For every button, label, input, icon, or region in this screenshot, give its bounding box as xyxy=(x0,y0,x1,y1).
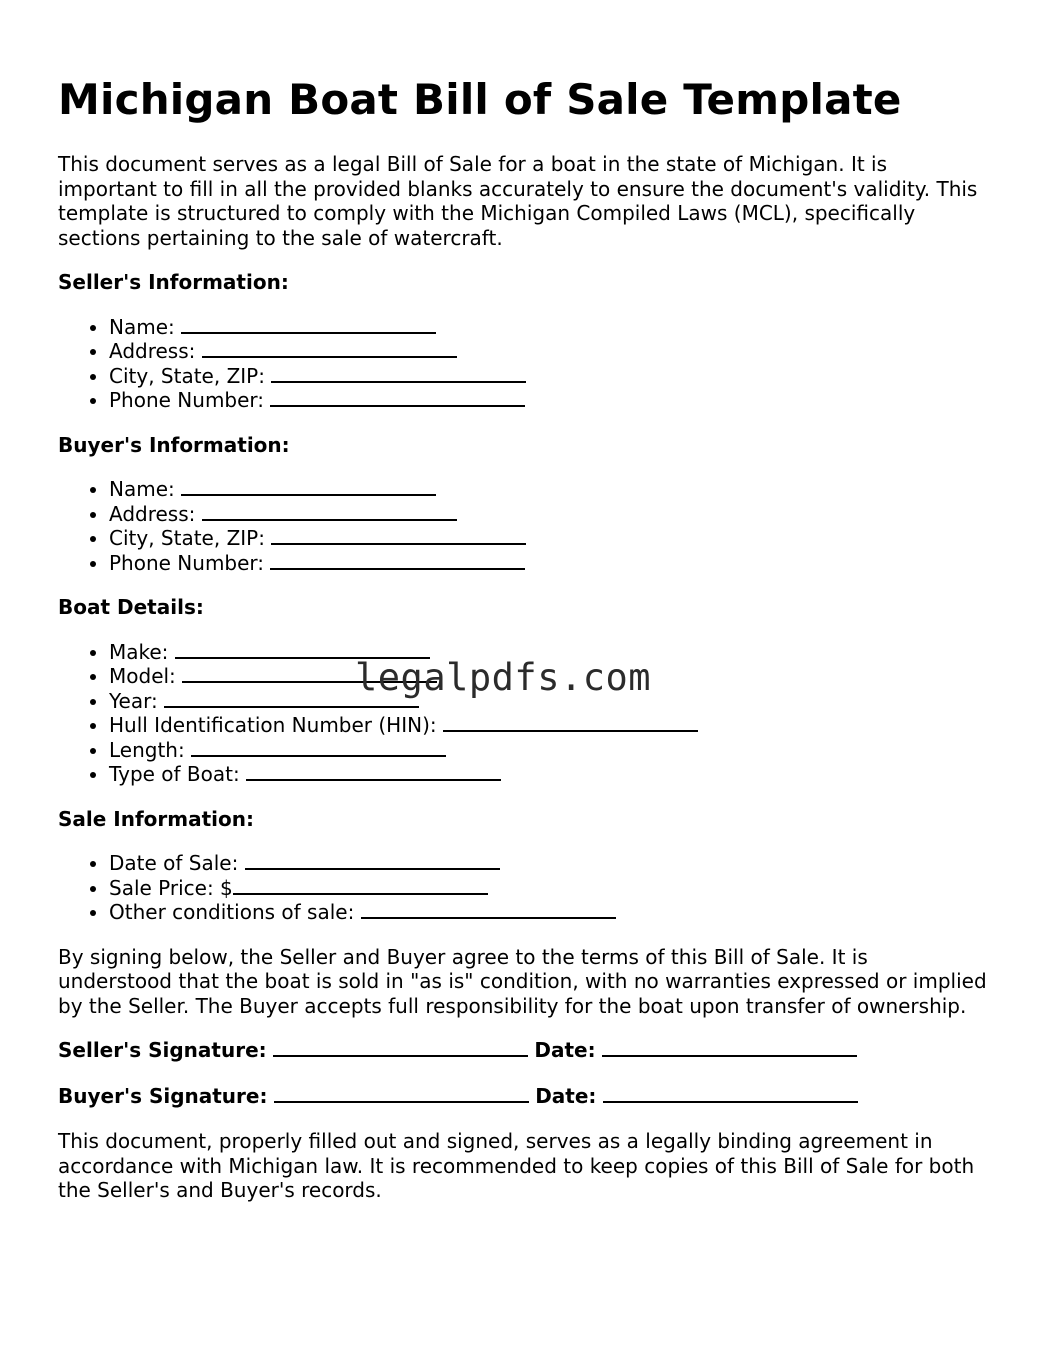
list-item xyxy=(109,876,988,901)
closing-paragraph: This document, properly filled out and signed, serves as a legally binding agreement in accordance with Michigan law. It is recommended to keep copies of this Bill of Sale for both the Seller's and Buyer's records. xyxy=(58,1129,975,1202)
seller-signature-blank[interactable] xyxy=(273,1039,528,1057)
sale-fields xyxy=(58,851,988,925)
seller-heading: Seller's Information: xyxy=(58,270,289,294)
sale-date-blank[interactable] xyxy=(245,852,500,870)
sale-heading: Sale Information: xyxy=(58,806,254,831)
list-item xyxy=(109,502,988,527)
boat-length-label: Length: xyxy=(109,737,185,762)
document-page xyxy=(58,72,988,1223)
list-item xyxy=(109,526,988,551)
buyer-signature-line xyxy=(58,1084,988,1109)
sale-price-label: Sale Price: $ xyxy=(109,875,233,900)
list-item xyxy=(109,851,988,876)
seller-signature-label: Seller's Signature: xyxy=(58,1038,267,1062)
buyer-signature-label: Buyer's Signature: xyxy=(58,1083,268,1108)
buyer-heading: Buyer's Information: xyxy=(58,432,290,457)
watermark-text: legalpdfs.com xyxy=(355,656,652,699)
list-item xyxy=(109,477,988,502)
seller-name-label: Name: xyxy=(109,314,175,339)
boat-model-label: Model: xyxy=(109,664,176,688)
sale-date-label: Date of Sale: xyxy=(109,851,239,875)
intro-paragraph: This document serves as a legal Bill of Sale for a boat in the state of Michigan. It is important to fill in all the provided blanks accurately to ensure the document's validity. This template is structured to comply with the Michigan Compiled Laws (MCL), specifically sections pertaining to the sale of watercraft. xyxy=(58,152,978,250)
boat-hin-blank[interactable] xyxy=(443,714,698,732)
boat-hin-label: Hull Identification Number (HIN): xyxy=(109,713,437,737)
buyer-address-label: Address: xyxy=(109,501,196,526)
list-item xyxy=(109,339,988,364)
boat-type-blank[interactable] xyxy=(246,763,501,781)
agreement-paragraph: By signing below, the Seller and Buyer agree to the terms of this Bill of Sale. It is understood that the boat is sold in "as is" condition, with no warranties expressed or implied by the Seller. The Buyer accepts full responsibility for the boat upon transfer of ownership. xyxy=(58,944,987,1018)
seller-name-blank[interactable] xyxy=(181,316,436,334)
boat-length-blank[interactable] xyxy=(191,739,446,757)
list-item xyxy=(109,664,988,689)
buyer-name-blank[interactable] xyxy=(181,478,436,496)
list-item xyxy=(109,388,988,413)
list-item xyxy=(109,551,988,576)
buyer-signature-blank[interactable] xyxy=(274,1085,529,1103)
buyer-phone-blank[interactable] xyxy=(270,552,525,570)
list-item xyxy=(109,689,988,714)
list-item xyxy=(109,900,988,925)
sale-conditions-label: Other conditions of sale: xyxy=(109,900,355,924)
buyer-date-label: Date: xyxy=(535,1083,597,1108)
seller-address-label: Address: xyxy=(109,339,196,363)
seller-address-blank[interactable] xyxy=(202,340,457,358)
seller-date-label: Date: xyxy=(534,1038,596,1062)
list-item xyxy=(109,738,988,763)
buyer-date-blank[interactable] xyxy=(603,1085,858,1103)
document-title: Michigan Boat Bill of Sale Template xyxy=(58,75,902,124)
boat-year-blank[interactable] xyxy=(164,690,419,708)
sale-price-blank[interactable] xyxy=(233,877,488,895)
seller-signature-line xyxy=(58,1038,988,1063)
boat-make-blank[interactable] xyxy=(175,641,430,659)
boat-heading: Boat Details: xyxy=(58,595,204,619)
buyer-address-blank[interactable] xyxy=(202,503,457,521)
buyer-name-label: Name: xyxy=(109,477,175,501)
list-item xyxy=(109,762,988,787)
boat-make-label: Make: xyxy=(109,639,169,664)
list-item xyxy=(109,315,988,340)
buyer-city-label: City, State, ZIP: xyxy=(109,526,265,550)
buyer-city-blank[interactable] xyxy=(271,527,526,545)
boat-type-label: Type of Boat: xyxy=(109,762,240,786)
buyer-fields xyxy=(58,477,988,575)
seller-city-label: City, State, ZIP: xyxy=(109,363,265,388)
seller-fields xyxy=(58,315,988,413)
seller-phone-label: Phone Number: xyxy=(109,388,265,412)
boat-model-blank[interactable] xyxy=(182,665,437,683)
seller-phone-blank[interactable] xyxy=(270,389,525,407)
buyer-phone-label: Phone Number: xyxy=(109,550,265,575)
seller-date-blank[interactable] xyxy=(602,1039,857,1057)
boat-year-label: Year: xyxy=(109,688,158,713)
list-item xyxy=(109,640,988,665)
list-item xyxy=(109,364,988,389)
boat-fields xyxy=(58,640,988,787)
list-item xyxy=(109,713,988,738)
seller-city-blank[interactable] xyxy=(271,365,526,383)
sale-conditions-blank[interactable] xyxy=(361,901,616,919)
